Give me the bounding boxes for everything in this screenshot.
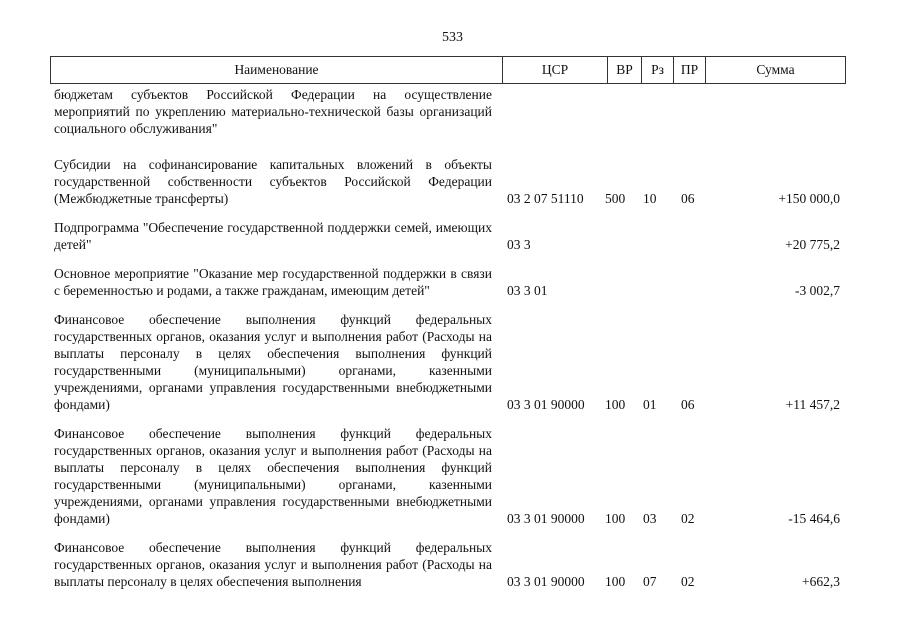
row-name: Финансовое обеспечение выполнения функций федеральных государственных органов, оказания услуг и выполнения работ (Расходы на выплаты персоналу в целях обеспечения выполнения функций государственными (муниципальными) органами, казенными учреждениями, органами управления государственными внебюджетными фондами) [54,312,492,412]
row-csr: 03 2 07 51110 [507,191,584,206]
table-body [54,86,844,602]
row-csr: 03 3 01 90000 [507,574,585,589]
row-sum: +150 000,0 [778,191,840,206]
header-pr: ПР [674,57,706,83]
table-row [54,86,844,137]
row-csr: 03 3 01 90000 [507,511,585,526]
row-rz: 07 [643,574,657,589]
row-csr: 03 3 [507,237,531,252]
page-number: 533 [442,30,463,45]
row-rz: 03 [643,511,657,526]
table-row [54,156,844,207]
row-name: Основное мероприятие "Оказание мер государственной поддержки в связи с беременностью и родами, а также гражданам, имеющим детей" [54,266,492,298]
row-sum: -15 464,6 [788,511,840,526]
row-vr: 100 [605,397,626,412]
row-name: Финансовое обеспечение выполнения функций федеральных государственных органов, оказания услуг и выполнения работ (Расходы на выплаты персоналу в целях обеспечения выполнения функций государственными (муниципальными) органами, казенными учреждениями, органами управления государственными внебюджетными фондами) [54,426,492,526]
row-name: Субсидии на софинансирование капитальных вложений в объекты государственной собственности субъектов Российской Федерации (Межбюджетные трансферты) [54,157,492,206]
row-sum: +20 775,2 [785,237,840,252]
header-rz: Рз [642,57,674,83]
row-sum: +662,3 [802,574,840,589]
row-name: Финансовое обеспечение выполнения функций федеральных государственных органов, оказания услуг и выполнения работ (Расходы на выплаты персоналу в целях обеспечения выполнения [54,540,492,589]
header-sum: Сумма [756,62,795,77]
table-row [54,265,844,299]
row-sum: -3 002,7 [795,283,840,298]
table-row [54,539,844,590]
table-row [54,219,844,253]
header-vr: ВР [608,57,642,83]
row-vr: 100 [605,511,626,526]
row-vr: 500 [605,191,626,206]
row-csr: 03 3 01 [507,283,548,298]
row-name: бюджетам субъектов Российской Федерации на осуществление мероприятий по укреплению материально-технической базы организаций социального обслуживания" [54,87,492,136]
row-pr: 02 [681,511,695,526]
row-vr: 100 [605,574,626,589]
table-row [54,311,844,413]
row-pr: 06 [681,397,695,412]
header-name: Наименование [51,57,503,83]
row-name: Подпрограмма "Обеспечение государственной поддержки семей, имеющих детей" [54,220,492,252]
row-pr: 02 [681,574,695,589]
row-rz: 01 [643,397,657,412]
row-csr: 03 3 01 90000 [507,397,585,412]
row-rz: 10 [643,191,657,206]
row-sum: +11 457,2 [785,397,840,412]
table-row [54,425,844,527]
header-csr: ЦСР [503,57,608,83]
table-header [50,56,846,84]
row-pr: 06 [681,191,695,206]
